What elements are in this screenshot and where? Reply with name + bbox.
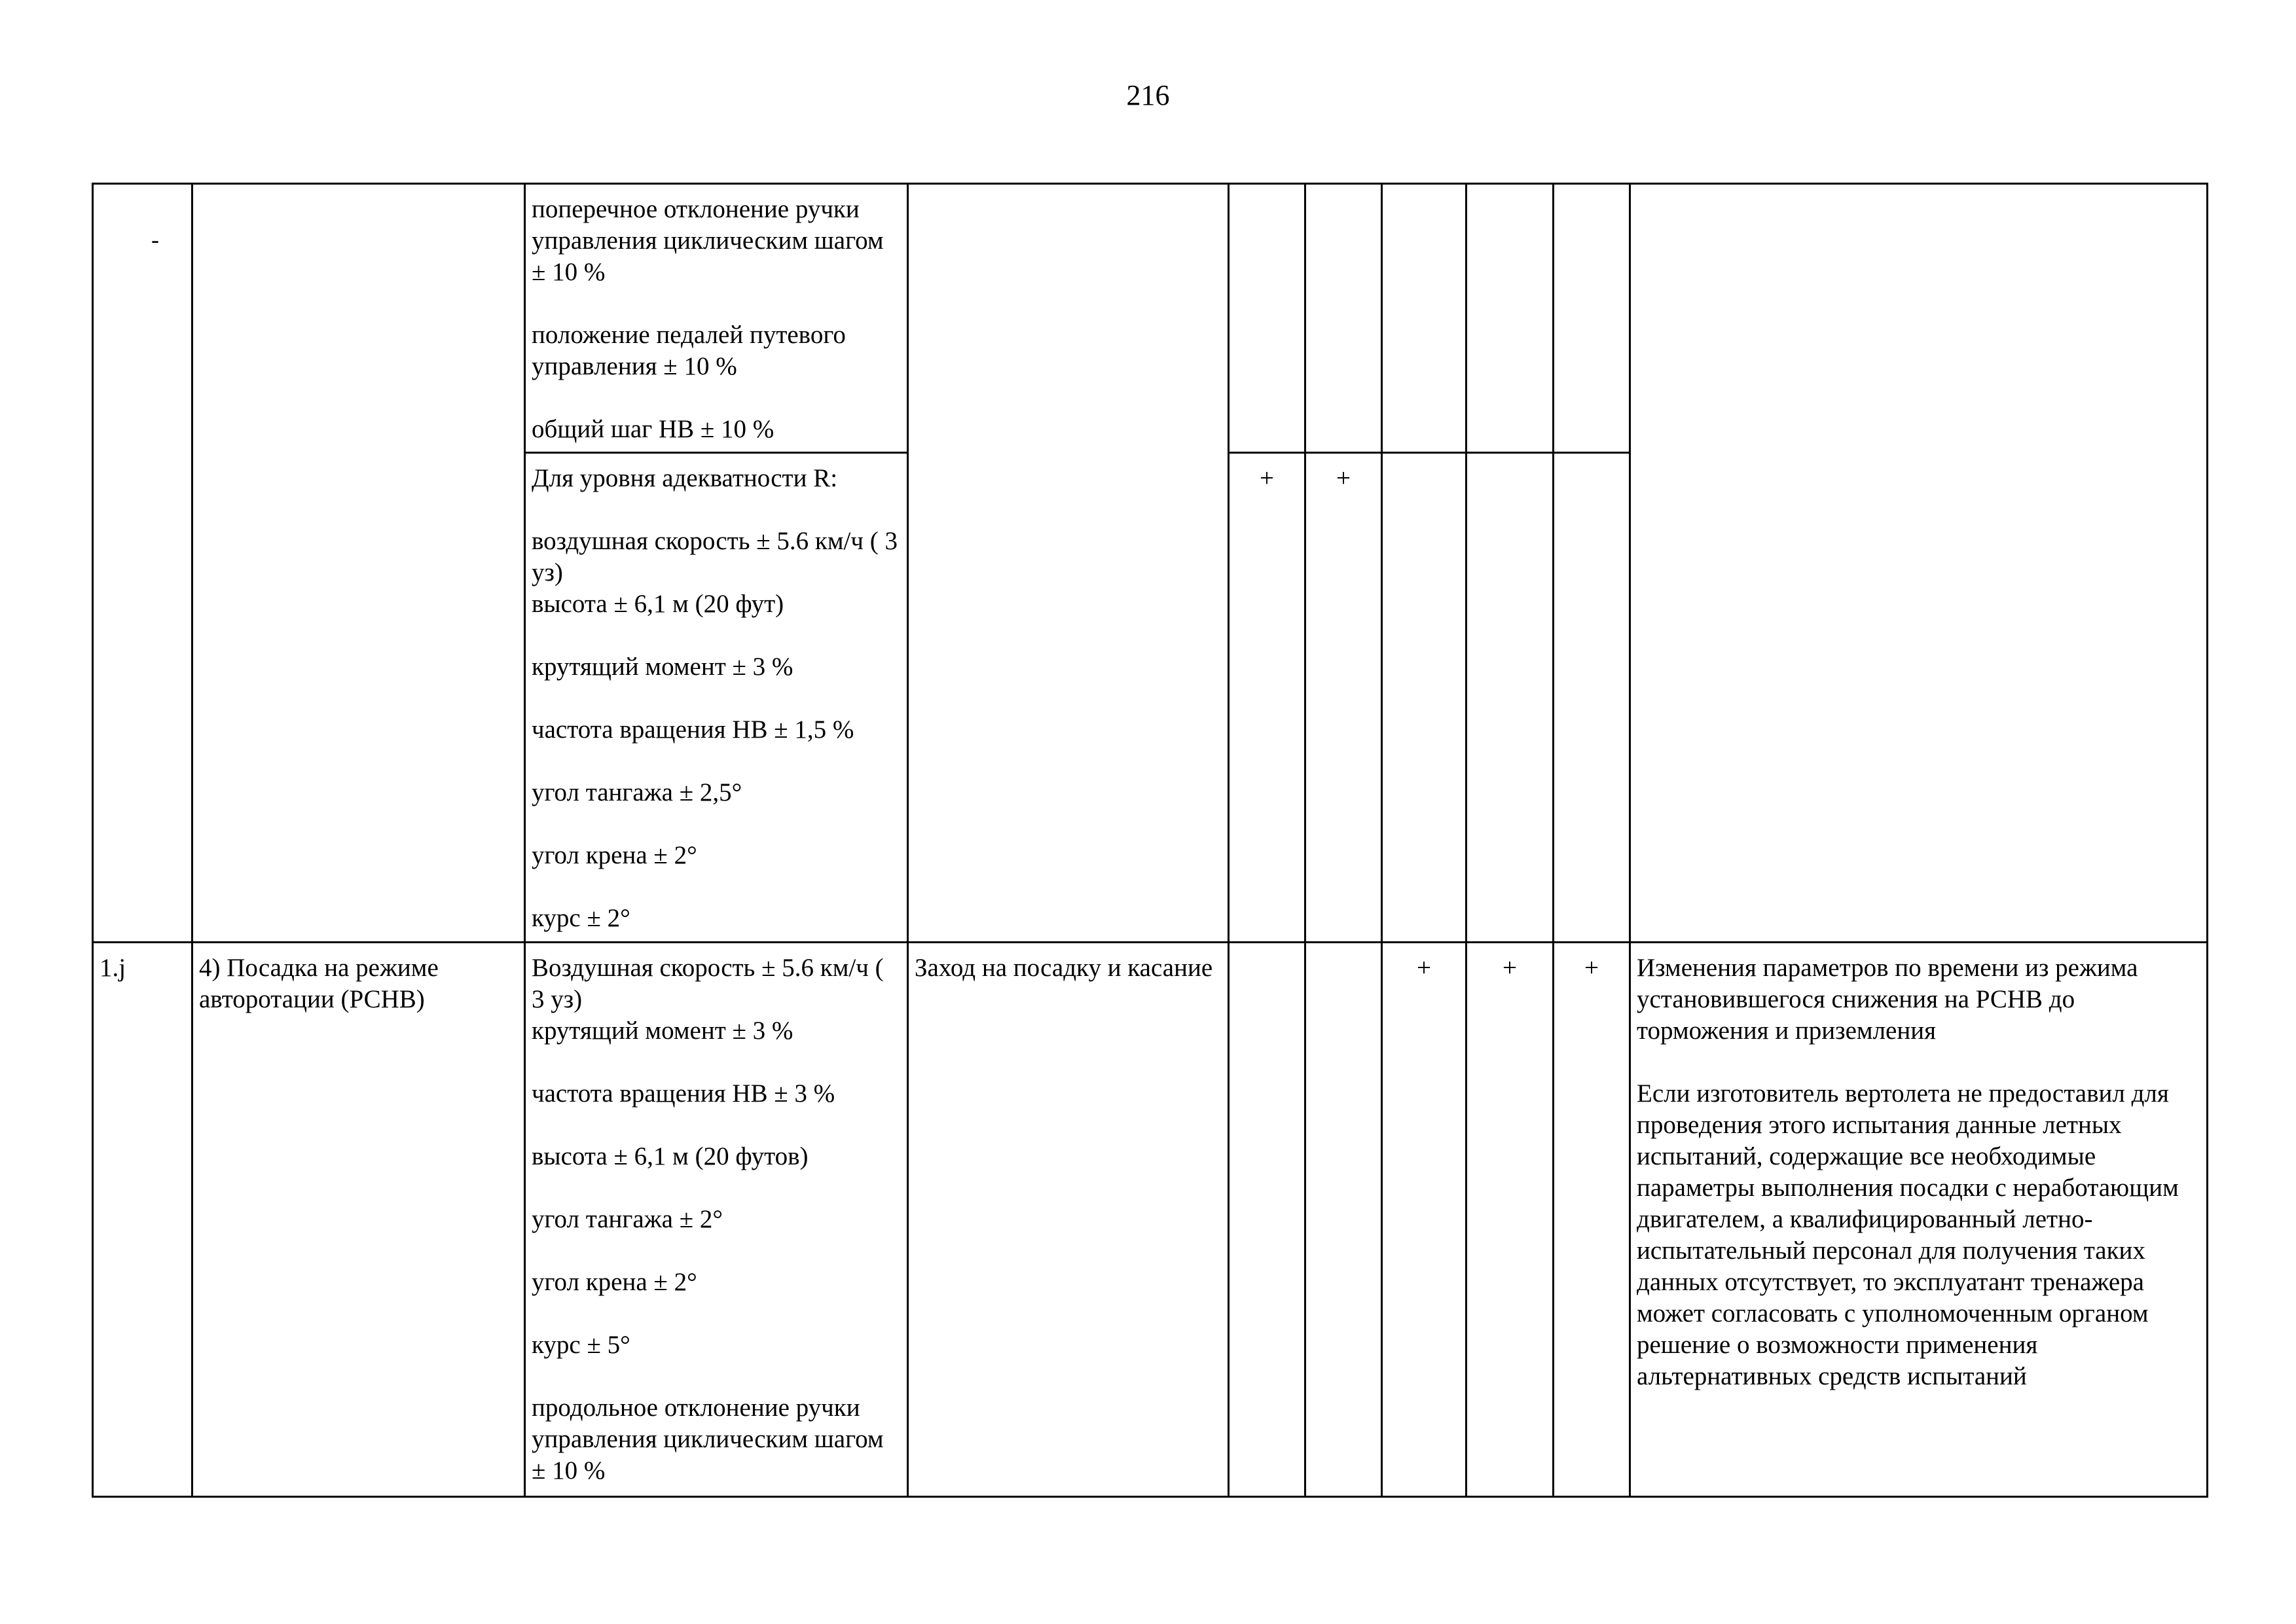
note-paragraph: Если изготовитель вертолета не предоставил для проведения этого испытания данные летных испытаний, содержащие все необходимые параметры выполнения посадки с неработающим двигателем, а квалифицированный летно-испытательный персонал для получения таких данных отсутствует, то эксплуатант тренажера может согласовать с уполномоченным органом решение о возможности применения альтернативных средств испытаний — [1637, 1079, 2179, 1390]
requirements-table — [92, 183, 2208, 1498]
tolerance-item: поперечное отклонение ручки управления циклическим шагом ± 10 % — [532, 195, 884, 286]
note-paragraph: Изменения параметров по времени из режима установившегося снижения на РСНВ до торможения и приземления — [1637, 954, 2138, 1045]
level-cell — [1554, 453, 1630, 943]
level-mark: + — [1305, 453, 1382, 943]
tolerance-item: воздушная скорость ± 5.6 км/ч ( 3 уз) высота ± 6,1 м (20 фут) — [532, 527, 898, 618]
level-cell — [1554, 184, 1630, 453]
notes-cell — [1630, 943, 2208, 1497]
level-cell — [1467, 184, 1554, 453]
tolerance-item: общий шаг НВ ± 10 % — [532, 415, 774, 443]
level-header: Для уровня адекватности R: — [532, 464, 838, 492]
level-mark: + — [1554, 943, 1630, 1497]
table-row-continuation-a — [93, 184, 2208, 453]
row-number: 1.j — [93, 943, 192, 1497]
level-cell — [1467, 453, 1554, 943]
condition-cell-empty — [908, 184, 1229, 943]
tolerance-item: курс ± 5° — [532, 1331, 630, 1359]
tolerance-item: курс ± 2° — [532, 904, 630, 932]
level-cell — [1305, 943, 1382, 1497]
tolerance-item: продольное отклонение ручки управления циклическим шагом ± 10 % — [532, 1394, 884, 1485]
tolerance-item: частота вращения НВ ± 3 % — [532, 1079, 835, 1108]
page-number: 216 — [1126, 79, 1170, 111]
tolerance-item: угол крена ± 2° — [532, 1268, 697, 1296]
tolerance-cell-b — [525, 453, 908, 943]
tolerance-cell-a — [525, 184, 908, 453]
level-cell — [1382, 184, 1467, 453]
level-cell — [1305, 184, 1382, 453]
tolerance-item: Воздушная скорость ± 5.6 км/ч ( 3 уз) крутящий момент ± 3 % — [532, 954, 884, 1045]
level-mark: + — [1382, 943, 1467, 1497]
notes-cell-empty — [1630, 184, 2208, 943]
level-mark: + — [1467, 943, 1554, 1497]
tolerance-item: угол тангажа ± 2° — [532, 1205, 723, 1233]
level-cell — [1229, 943, 1305, 1497]
tolerance-cell — [525, 943, 908, 1497]
tolerance-item: частота вращения НВ ± 1,5 % — [532, 715, 854, 744]
number-cell-empty — [93, 184, 192, 943]
stray-mark: - — [151, 226, 159, 253]
tolerance-item: крутящий момент ± 3 % — [532, 653, 793, 681]
tolerance-item: положение педалей путевого управления ± 10 % — [532, 321, 846, 380]
flight-condition: Заход на посадку и касание — [908, 943, 1229, 1497]
tolerance-item: угол крена ± 2° — [532, 841, 697, 869]
tolerance-item: высота ± 6,1 м (20 футов) — [532, 1142, 809, 1170]
table-row-1j — [93, 943, 2208, 1497]
level-mark: + — [1229, 453, 1305, 943]
level-cell — [1382, 453, 1467, 943]
level-cell — [1229, 184, 1305, 453]
tolerance-item: угол тангажа ± 2,5° — [532, 778, 742, 806]
test-name-cell-empty — [192, 184, 525, 943]
test-name: 4) Посадка на режиме авторотации (РСНВ) — [192, 943, 525, 1497]
